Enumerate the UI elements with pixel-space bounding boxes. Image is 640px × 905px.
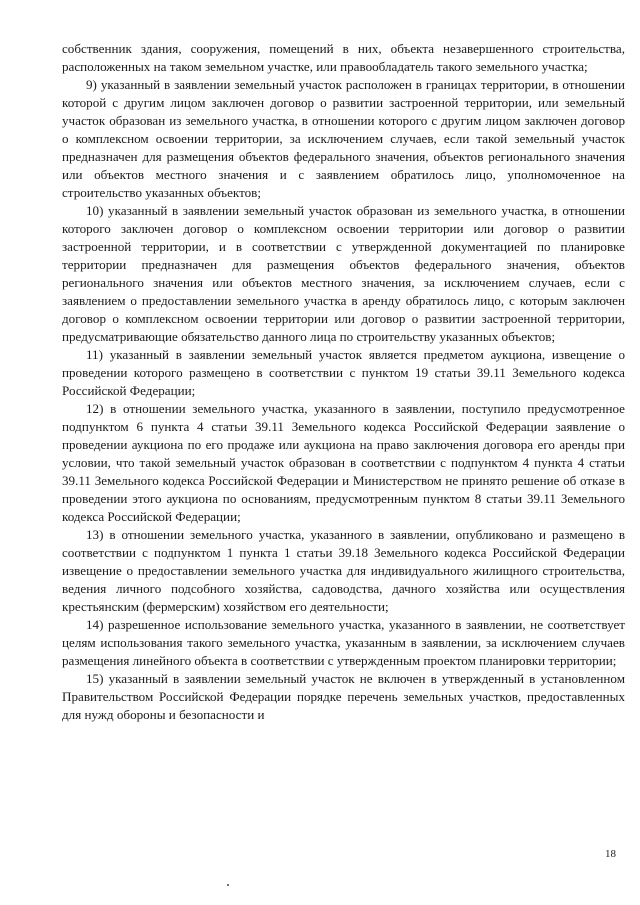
paragraph-item-10: 10) указанный в заявлении земельный участок образован из земельного участка, в отношении которого заключен договор о комплексном освоении территории или договор о развитии застроенной территории, и в соответствии с утвержденной документацией по планировке территории предназначен для размещения объектов федерального значения, объектов регионального значения или объектов местного значения, за исключением случаев, если с заявлением о предоставлении земельного участка в аренду обратилось лицо, с которым заключен договор о комплексном освоении территории или договор о развитии застроенной территории, предусматривающие обязательство данного лица по строительству указанных объектов; <box>62 203 625 344</box>
paragraph-item-15: 15) указанный в заявлении земельный участок не включен в утвержденный в установленном Правительством Российской Федерации порядке перечень земельных участков, предоставленных для нужд обороны и безопасности и <box>62 671 625 722</box>
paragraph-continuation: собственник здания, сооружения, помещений в них, объекта незавершенного строительства, расположенных на таком земельном участке, или правообладатель такого земельного участка; <box>62 41 625 74</box>
paragraph-item-11: 11) указанный в заявлении земельный участок является предметом аукциона, извещение о проведении которого размещено в соответствии с пунктом 19 статьи 39.11 Земельного кодекса Российской Федерации; <box>62 347 625 398</box>
paragraph-item-13: 13) в отношении земельного участка, указанного в заявлении, опубликовано и размещено в соответствии с подпунктом 1 пункта 1 статьи 39.18 Земельного кодекса Российской Федерации извещение о предоставлении земельного участка для индивидуального жилищного строительства, ведения личного подсобного хозяйства, садоводства, дачного хозяйства или осуществления крестьянским (фермерским) хозяйством его деятельности; <box>62 527 625 614</box>
document-body <box>62 40 625 724</box>
paragraph-item-12: 12) в отношении земельного участка, указанного в заявлении, поступило предусмотренное подпунктом 6 пункта 4 статьи 39.11 Земельного кодекса Российской Федерации заявление о проведении аукциона по его продаже или аукциона на право заключения договора его аренды при условии, что такой земельный участок образован в соответствии с подпунктом 4 пункта 4 статьи 39.11 Земельного кодекса Российской Федерации и Министерством не принято решение об отказе в проведении этого аукциона по основаниям, предусмотренным пунктом 8 статьи 39.11 Земельного кодекса Российской Федерации; <box>62 401 625 524</box>
paragraph-item-14: 14) разрешенное использование земельного участка, указанного в заявлении, не соответствует целям использования такого земельного участка, указанным в заявлении, за исключением случаев размещения линейного объекта в соответствии с утвержденным проектом планировки территории; <box>62 617 625 668</box>
scan-speck <box>227 884 229 886</box>
paragraph-item-9: 9) указанный в заявлении земельный участок расположен в границах территории, в отношении которой с другим лицом заключен договор о развитии застроенной территории, или земельный участок образован из земельного участка, в отношении которого с другим лицом заключен договор о комплексном освоении территории, за исключением случаев, если такой земельный участок предназначен для размещения объектов федерального значения, объектов регионального значения или объектов местного значения и с заявлением обратилось лицо, уполномоченное на строительство указанных объектов; <box>62 77 625 200</box>
page-number: 18 <box>605 848 616 860</box>
